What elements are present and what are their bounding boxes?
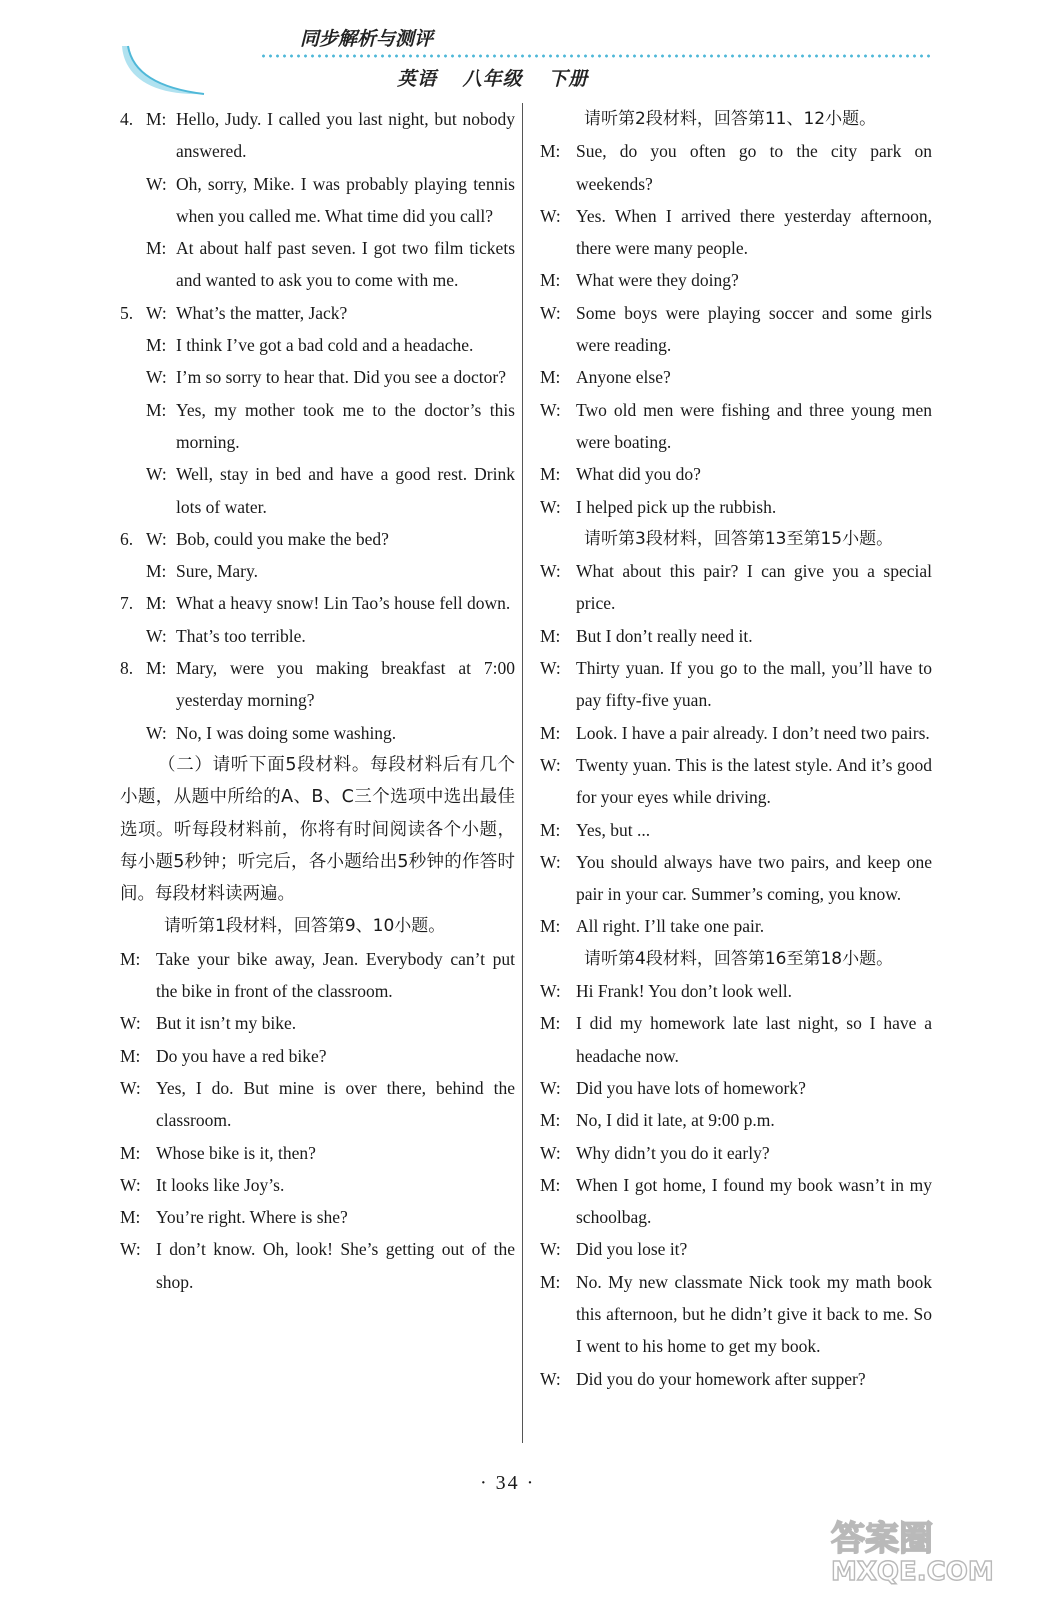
dialogue-line xyxy=(540,200,932,265)
speaker: W: xyxy=(146,722,167,743)
speaker: W: xyxy=(146,173,167,194)
utterance: Anyone else? xyxy=(576,367,671,388)
speaker: M: xyxy=(146,238,167,259)
speaker: W: xyxy=(146,528,167,549)
page-header xyxy=(0,0,1043,100)
dialogue-line xyxy=(540,361,932,393)
dialogue-line xyxy=(540,846,932,911)
item-number: 8. xyxy=(120,658,134,679)
speaker: W: xyxy=(540,1142,561,1163)
utterance: No, I did it late, at 9:00 p.m. xyxy=(576,1110,775,1131)
speaker: M: xyxy=(540,1174,561,1195)
speaker: W: xyxy=(540,658,561,679)
speaker: M: xyxy=(146,399,167,420)
speaker: M: xyxy=(120,948,141,969)
speaker: M: xyxy=(540,270,561,291)
utterance: Yes, my mother took me to the doctor’s this morning. xyxy=(176,399,515,452)
dialogue-line xyxy=(540,975,932,1007)
dialogue-line xyxy=(120,394,515,459)
dialogue-line xyxy=(540,555,932,620)
speaker: M: xyxy=(146,561,167,582)
utterance: Oh, sorry, Mike. I was probably playing tennis when you called me. What time did you call? xyxy=(176,173,515,226)
utterance: Did you do your homework after supper? xyxy=(576,1368,866,1389)
dialogue-line xyxy=(540,135,932,200)
speaker: W: xyxy=(540,302,561,323)
dialogue-line xyxy=(540,1072,932,1104)
header-swoosh-decoration xyxy=(118,44,208,100)
speaker: W: xyxy=(540,754,561,775)
dialogue-line xyxy=(120,361,515,393)
dialogue-line xyxy=(120,620,515,652)
dialogue-line xyxy=(540,814,932,846)
header-dotted-rule xyxy=(260,54,930,58)
utterance: Why didn’t you do it early? xyxy=(576,1142,770,1163)
section-2 xyxy=(540,103,932,523)
utterance: Bob, could you make the bed? xyxy=(176,528,389,549)
speaker: W: xyxy=(540,205,561,226)
dialogue-line xyxy=(120,717,515,749)
section-instructions: （二）请听下面5段材料。每段材料后有几个小题，从题中所给的A、B、C三个选项中选出最佳选项。听每段材料前，你将有时间阅读各个小题，每小题5秒钟；听完后，各小题给出5秒钟的作答时间。每段材料读两遍。 xyxy=(120,754,515,905)
book-title: 同步解析与测评 xyxy=(300,28,434,50)
dialogue-line xyxy=(540,394,932,459)
speaker: W: xyxy=(120,1013,141,1034)
speaker: W: xyxy=(540,851,561,872)
speaker: W: xyxy=(120,1174,141,1195)
utterance: Yes, but ... xyxy=(576,819,651,840)
dialogue-line xyxy=(120,943,515,1008)
dialogue-8 xyxy=(120,652,515,749)
utterance: It looks like Joy’s. xyxy=(156,1174,285,1195)
section-heading: 请听第4段材料，回答第16至第18小题。 xyxy=(584,948,894,969)
utterance: Did you have lots of homework? xyxy=(576,1077,806,1098)
dialogue-line xyxy=(120,1201,515,1233)
utterance: What did you do? xyxy=(576,464,701,485)
utterance: Mary, were you making breakfast at 7:00 yesterday morning? xyxy=(176,658,515,711)
speaker: W: xyxy=(540,496,561,517)
speaker: M: xyxy=(540,819,561,840)
dialogue-line xyxy=(120,1040,515,1072)
utterance: You should always have two pairs, and keep one pair in your car. Summer’s coming, you know. xyxy=(576,851,932,905)
utterance: You’re right. Where is she? xyxy=(156,1207,348,1228)
speaker: W: xyxy=(540,981,561,1002)
utterance: I think I’ve got a bad cold and a headache. xyxy=(176,335,474,356)
speaker: M: xyxy=(540,1110,561,1131)
utterance: What a heavy snow! Lin Tao’s house fell down. xyxy=(176,593,511,614)
book-subtitle: 英语 八年级 下册 xyxy=(397,68,589,90)
speaker: M: xyxy=(120,1207,141,1228)
item-number: 4. xyxy=(120,109,134,129)
dialogue-line xyxy=(540,458,932,490)
dialogue-line xyxy=(540,910,932,942)
speaker: M: xyxy=(540,1013,561,1034)
dialogue-line xyxy=(120,1233,515,1298)
speaker: M: xyxy=(540,367,561,388)
utterance: No. My new classmate Nick took my math book this afternoon, but he didn’t give it back to me. So I went to his home to get my book. xyxy=(576,1271,932,1357)
utterance: Yes, I do. But mine is over there, behind the classroom. xyxy=(156,1077,515,1131)
dialogue-line xyxy=(540,1007,932,1072)
speaker: M: xyxy=(120,1045,141,1066)
column-divider xyxy=(522,103,523,1443)
speaker: W: xyxy=(146,302,167,323)
dialogue-5 xyxy=(120,297,515,523)
utterance: I’m so sorry to hear that. Did you see a doctor? xyxy=(176,367,506,388)
dialogue-line xyxy=(120,458,515,523)
speaker: M: xyxy=(146,658,167,679)
dialogue-line xyxy=(120,1169,515,1201)
dialogue-6 xyxy=(120,523,515,588)
item-number: 7. xyxy=(120,593,134,614)
utterance: I don’t know. Oh, look! She’s getting out of the shop. xyxy=(156,1239,515,1292)
dialogue-line xyxy=(540,620,932,652)
utterance: Yes. When I arrived there yesterday afternoon, there were many people. xyxy=(576,205,932,259)
speaker: W: xyxy=(540,561,561,582)
dialogue-line xyxy=(540,749,932,814)
section-4 xyxy=(540,943,932,1395)
dialogue-line xyxy=(120,103,515,168)
speaker: M: xyxy=(540,141,561,162)
utterance: What about this pair? I can give you a special price. xyxy=(576,561,932,614)
utterance: All right. I’ll take one pair. xyxy=(576,916,765,937)
speaker: M: xyxy=(146,109,167,129)
right-column xyxy=(540,103,932,1395)
dialogue-4 xyxy=(120,103,515,297)
dialogue-line xyxy=(540,1169,932,1234)
speaker: M: xyxy=(540,916,561,937)
utterance: Sue, do you often go to the city park on weekends? xyxy=(576,141,932,194)
dialogue-7 xyxy=(120,587,515,652)
section-heading: 请听第3段材料，回答第13至第15小题。 xyxy=(584,528,894,549)
speaker: M: xyxy=(540,1271,561,1292)
speaker: M: xyxy=(540,464,561,485)
utterance: When I got home, I found my book wasn’t in my schoolbag. xyxy=(576,1174,932,1228)
utterance: Take your bike away, Jean. Everybody can’t put the bike in front of the classroom. xyxy=(156,948,515,1002)
dialogue-line xyxy=(540,1104,932,1136)
dialogue-line xyxy=(120,329,515,361)
dialogue-line xyxy=(120,1137,515,1169)
section-3 xyxy=(540,523,932,943)
speaker: M: xyxy=(540,722,561,743)
speaker: M: xyxy=(120,1142,141,1163)
dialogue-line xyxy=(120,587,515,619)
speaker: M: xyxy=(540,625,561,646)
utterance: Some boys were playing soccer and some girls were reading. xyxy=(576,302,932,356)
page-number: · 34 · xyxy=(480,1472,536,1494)
dialogue-line xyxy=(540,652,932,717)
speaker: W: xyxy=(540,399,561,420)
speaker: W: xyxy=(540,1077,561,1098)
dialogue-line xyxy=(540,1363,932,1395)
section-heading: 请听第1段材料，回答第9、10小题。 xyxy=(164,916,446,937)
utterance: No, I was doing some washing. xyxy=(176,722,397,743)
dialogue-line xyxy=(540,1233,932,1265)
section-1 xyxy=(120,910,515,1298)
speaker: W: xyxy=(120,1239,141,1260)
dialogue-line xyxy=(120,555,515,587)
utterance: Thirty yuan. If you go to the mall, you’ll have to pay fifty-five yuan. xyxy=(576,658,932,711)
utterance: Hi Frank! You don’t look well. xyxy=(576,981,793,1002)
dialogue-line xyxy=(120,168,515,233)
item-number: 6. xyxy=(120,528,134,549)
dialogue-line xyxy=(120,1072,515,1137)
dialogue-line xyxy=(540,1266,932,1363)
dialogue-line xyxy=(120,652,515,717)
utterance: But I don’t really need it. xyxy=(576,625,753,646)
svg-text:MXQE.COM: MXQE.COM xyxy=(831,1557,994,1586)
speaker: W: xyxy=(146,464,167,485)
utterance: Two old men were fishing and three young men were boating. xyxy=(576,399,932,452)
dialogue-line xyxy=(540,1137,932,1169)
utterance: I helped pick up the rubbish. xyxy=(576,496,777,517)
speaker: W: xyxy=(120,1077,141,1098)
dialogue-line xyxy=(540,717,932,749)
utterance: Did you lose it? xyxy=(576,1239,688,1260)
dialogue-line xyxy=(120,1007,515,1039)
speaker: W: xyxy=(146,367,167,388)
dialogue-line xyxy=(120,232,515,297)
left-column xyxy=(120,103,515,1298)
utterance: But it isn’t my bike. xyxy=(156,1013,297,1034)
utterance: Look. I have a pair already. I don’t need two pairs. xyxy=(576,722,930,743)
utterance: Well, stay in bed and have a good rest. Drink lots of water. xyxy=(176,464,515,517)
utterance: What’s the matter, Jack? xyxy=(176,302,348,323)
utterance: At about half past seven. I got two film tickets and wanted to ask you to come with me. xyxy=(176,238,515,291)
section-heading: 请听第2段材料，回答第11、12小题。 xyxy=(584,109,877,129)
utterance: Twenty yuan. This is the latest style. And it’s good for your eyes while driving. xyxy=(576,754,932,808)
utterance: I did my homework late last night, so I have a headache now. xyxy=(576,1013,932,1066)
utterance: Whose bike is it, then? xyxy=(156,1142,316,1163)
speaker: W: xyxy=(540,1368,561,1389)
dialogue-line xyxy=(540,264,932,296)
dialogue-line xyxy=(120,523,515,555)
dialogue-line xyxy=(120,297,515,329)
dialogue-line xyxy=(540,491,932,523)
utterance: Hello, Judy. I called you last night, but nobody answered. xyxy=(176,109,515,162)
speaker: W: xyxy=(540,1239,561,1260)
speaker: M: xyxy=(146,593,167,614)
utterance: What were they doing? xyxy=(576,270,739,291)
utterance: That’s too terrible. xyxy=(176,625,306,646)
watermark-logo xyxy=(823,1506,1013,1586)
speaker: M: xyxy=(146,335,167,356)
speaker: W: xyxy=(146,625,167,646)
utterance: Do you have a red bike? xyxy=(156,1045,327,1066)
item-number: 5. xyxy=(120,302,134,323)
svg-text:答案圈: 答案圈 xyxy=(831,1519,933,1559)
dialogue-line xyxy=(540,297,932,362)
utterance: Sure, Mary. xyxy=(176,561,258,582)
